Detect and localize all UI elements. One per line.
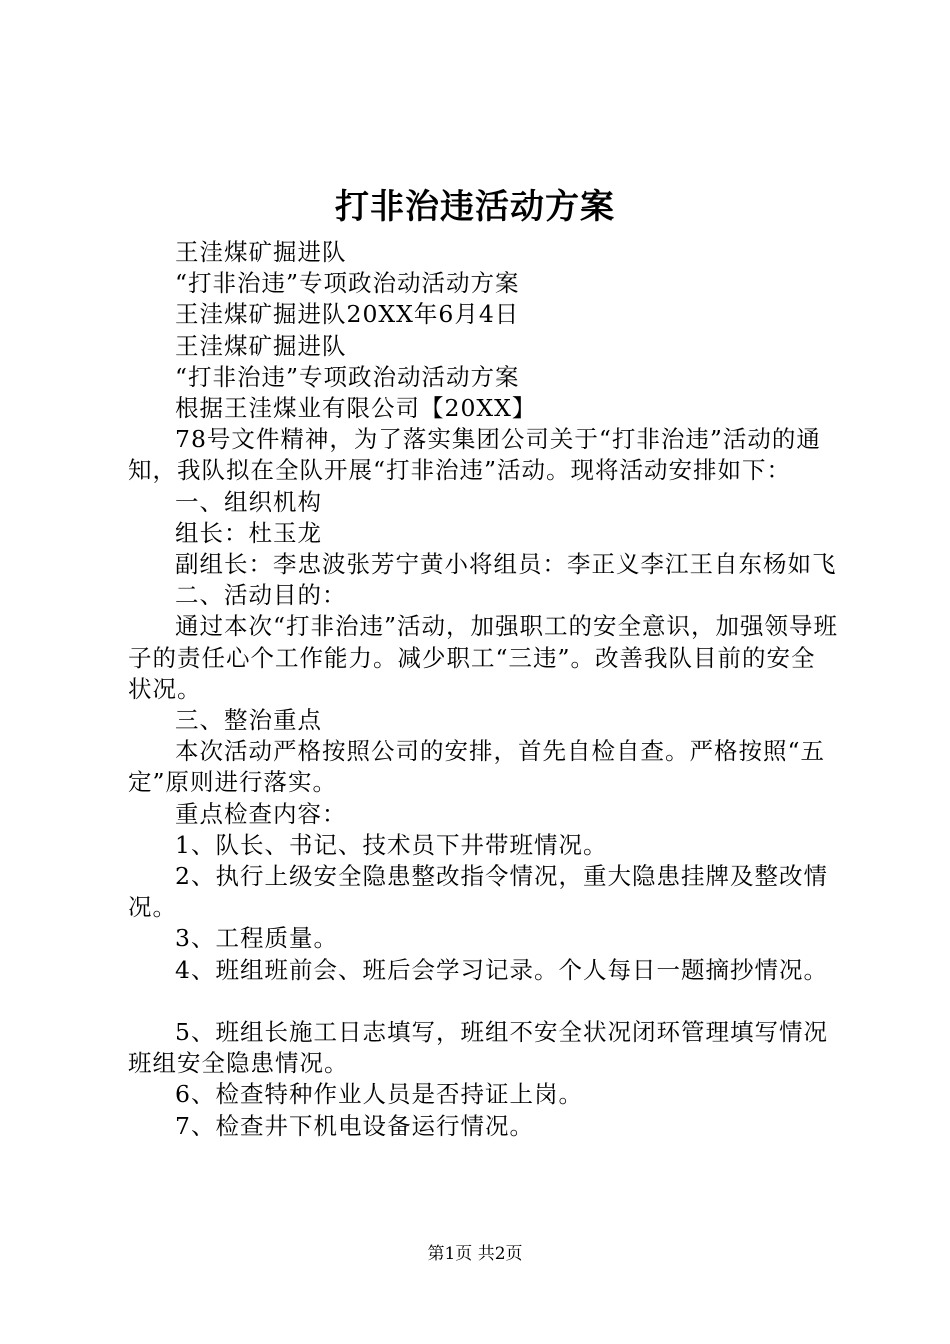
paragraph: 7、检查井下机电设备运行情况。: [175, 1111, 534, 1140]
document-title: 打非治违活动方案: [335, 187, 615, 227]
paragraph: 2、执行上级安全隐患整改指令情况，重大隐患挂牌及整改情况。: [128, 862, 828, 922]
paragraph: 组长：杜玉龙: [175, 518, 322, 547]
paragraph: 根据王洼煤业有限公司【20XX】: [175, 394, 537, 423]
paragraph: “打非治违”专项政治动活动方案: [175, 269, 520, 298]
paragraph: 二、活动目的：: [175, 581, 347, 610]
paragraph: “打非治违”专项政治动活动方案: [175, 362, 520, 391]
page-footer: 第1页 共2页: [427, 1244, 523, 1264]
paragraph: 1、队长、书记、技术员下井带班情况。: [175, 830, 608, 859]
paragraph: 一、组织机构: [175, 487, 322, 516]
paragraph: 3、工程质量。: [175, 924, 338, 953]
paragraph: 5、班组长施工日志填写，班组不安全状况闭环管理填写情况班组安全隐患情况。: [128, 1018, 828, 1078]
paragraph: 副组长：李忠波张芳宁黄小将组员：李正义李江王自东杨如飞: [175, 550, 837, 579]
paragraph: 重点检查内容：: [175, 799, 347, 828]
blank-line: [128, 986, 840, 1017]
paragraph: 王洼煤矿掘进队: [175, 238, 347, 266]
paragraph: 王洼煤矿掘进队20XX年6月4日: [175, 300, 520, 329]
paragraph: 通过本次“打非治违”活动，加强职工的安全意识，加强领导班子的责任心个工作能力。减少职工“三违”。改善我队目前的安全状况。: [128, 612, 839, 703]
paragraph: 王洼煤矿掘进队: [175, 331, 347, 360]
paragraph: 4、班组班前会、班后会学习记录。个人每日一题摘抄情况。: [175, 955, 828, 984]
document-body: [128, 237, 840, 1142]
paragraph: 三、整治重点: [175, 706, 322, 735]
paragraph: 6、检查特种作业人员是否持证上岗。: [175, 1080, 583, 1109]
paragraph: 本次活动严格按照公司的安排，首先自检自查。严格按照“五定”原则进行落实。: [128, 737, 826, 797]
paragraph: 78号文件精神，为了落实集团公司关于“打非治违”活动的通知，我队拟在全队开展“打非治违”活动。现将活动安排如下：: [128, 425, 821, 485]
